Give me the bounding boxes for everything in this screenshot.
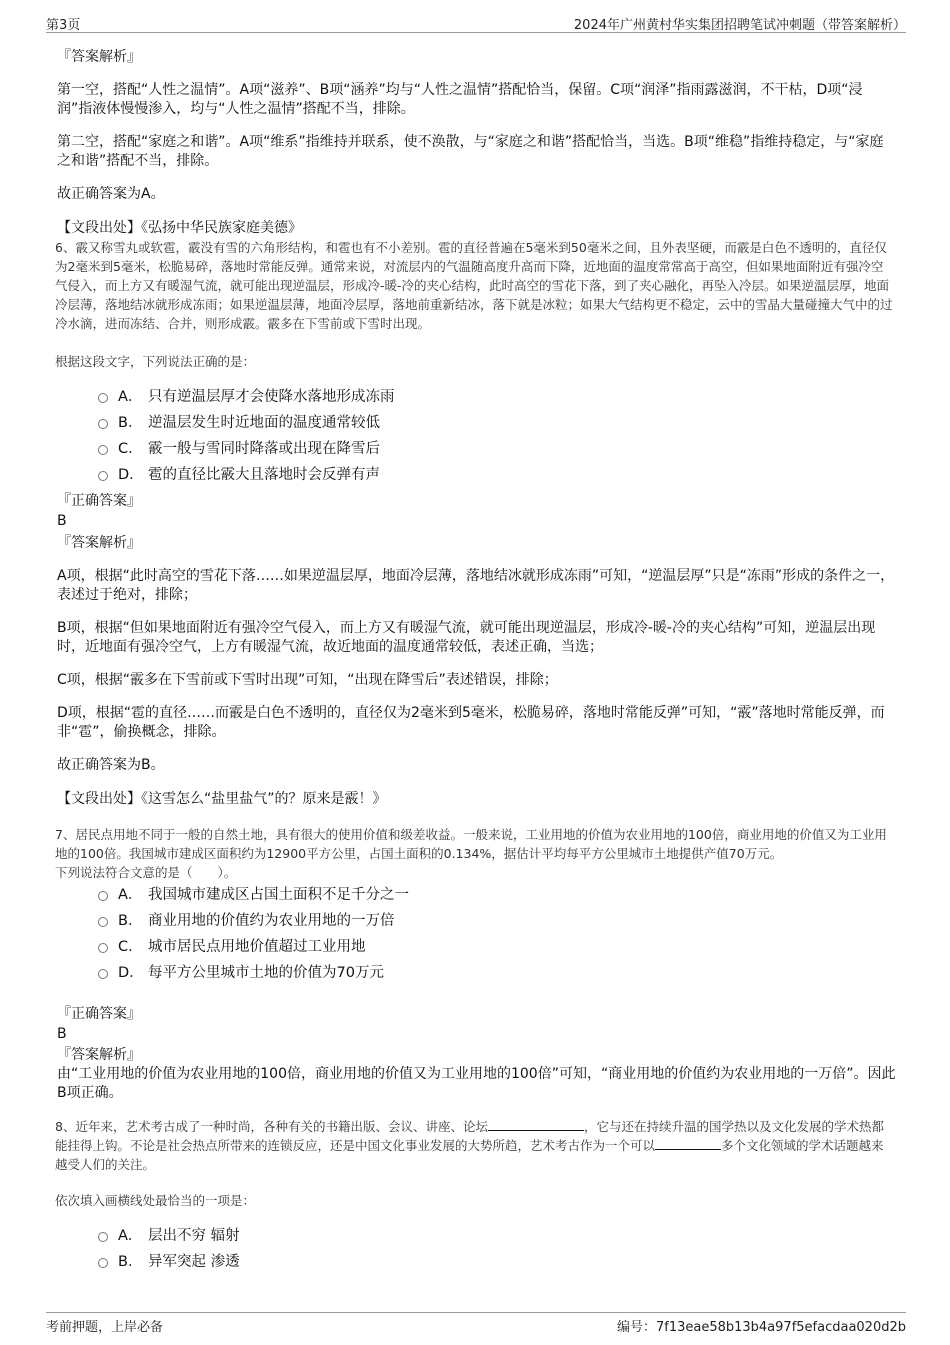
q7-answer: B	[57, 1026, 67, 1042]
option-key: D．	[118, 467, 144, 483]
option-text: 城市居民点用地价值超过工业用地	[148, 939, 366, 955]
radio-icon[interactable]	[98, 943, 108, 953]
q6-analysis-c: C项，根据“霰多在下雪前或下雪时出现”可知，“出现在降雪后”表述错误，排除；	[57, 672, 558, 688]
q5-source: 【文段出处】《弘扬中华民族家庭美德》	[57, 220, 302, 236]
q6-option-b[interactable]	[98, 413, 380, 433]
q6-answer-label: 『正确答案』	[57, 493, 141, 509]
q6-analysis-a: A项，根据“此时高空的雪花下落……如果逆温层厚，地面冷层薄，落地结冰就形成冻雨”可知，“逆温层厚”只是“冻雨”形成的条件之一，表述过于绝对，排除；	[57, 568, 895, 603]
page-header	[46, 12, 906, 33]
q6-analysis-b: B项，根据“但如果地面附近有强冷空气侵入，而上方又有暖湿气流，就可能出现逆温层，形成冷-暖-冷的夹心结构”可知，逆温层出现时，近地面有强冷空气，上方有暖湿气流，故近地面的温度通常较低，表述正确，当选；	[57, 620, 876, 655]
q8-stem-part2: ，它与还在持续升温的国学热以及文化发展的学术热都能挂得上钩。不论是社会热点所带来的连锁反应，还是中国文化事业发展的大势所趋，艺术考古作为一个可以	[55, 1119, 884, 1153]
q7-analysis-label: 『答案解析』	[57, 1047, 141, 1063]
option-key: A．	[118, 1228, 143, 1244]
option-key: A．	[118, 389, 143, 405]
q7-prompt: 下列说法符合文意的是（ ）。	[55, 865, 237, 880]
document-title: 2024年广州黄村华实集团招聘笔试冲刺题（带答案解析）	[573, 18, 906, 33]
option-key: C．	[118, 939, 143, 955]
option-key: B．	[118, 913, 143, 929]
q6-option-a[interactable]	[98, 387, 395, 407]
q6-source: 【文段出处】《这雪怎么“盐里盐气”的？原来是霰！》	[57, 791, 387, 807]
document-code: 编号：7f13eae58b13b4a97f5efacdaa020d2b	[616, 1320, 906, 1335]
option-text: 我国城市建成区占国土面积不足千分之一	[148, 887, 409, 903]
radio-icon[interactable]	[98, 917, 108, 927]
option-key: D．	[118, 965, 144, 981]
q7-option-d[interactable]	[98, 963, 384, 983]
radio-icon[interactable]	[98, 445, 108, 455]
option-key: C．	[118, 441, 143, 457]
option-key: B．	[118, 1254, 143, 1270]
q8-option-a[interactable]	[98, 1226, 240, 1246]
option-text: 异军突起 渗透	[148, 1254, 240, 1270]
radio-icon[interactable]	[98, 419, 108, 429]
q7-analysis: 由“工业用地的价值为农业用地的100倍，商业用地的价值又为工业用地的100倍”可知，“商业用地的价值约为农业用地的一万倍”。因此B项正确。	[57, 1066, 896, 1101]
q8-stem-part3: 多个文化领域的学术话题越来越受人们的关注。	[55, 1138, 884, 1172]
radio-icon[interactable]	[98, 393, 108, 403]
radio-icon[interactable]	[98, 471, 108, 481]
q6-answer: B	[57, 513, 67, 529]
q6-analysis-label: 『答案解析』	[57, 535, 141, 551]
q8-stem-part1: 8、近年来，艺术考古成了一种时尚，各种有关的书籍出版、会议、讲座、论坛	[55, 1119, 488, 1134]
q8-stem	[55, 1117, 895, 1174]
radio-icon[interactable]	[98, 891, 108, 901]
q6-conclusion: 故正确答案为B。	[57, 757, 165, 773]
q7-option-b[interactable]	[98, 911, 395, 931]
q8-blank-2	[655, 1137, 721, 1150]
q8-blank-1	[488, 1118, 584, 1131]
q6-option-c[interactable]	[98, 439, 380, 459]
q7-stem: 7、居民点用地不同于一般的自然土地，具有很大的使用价值和级差收益。一般来说，工业用地的价值为农业用地的100倍，商业用地的价值又为工业用地的100倍。我国城市建成区面积约为12900平方公里，占国土面积的0.134%，据估计平均每平方公里城市土地提供产值70万元。	[55, 827, 887, 861]
q6-stem: 6、霰又称雪丸或软雹，霰没有雪的六角形结构，和雹也有不小差别。雹的直径普遍在5毫米到50毫米之间，且外表坚硬，而霰是白色不透明的，直径仅为2毫米到5毫米，松脆易碎，落地时常能反弹。通常来说，对流层内的气温随高度升高而下降，近地面的温度常常高于高空，但如果地面附近有强冷空气侵入，而上方又有暖湿气流，就可能出现逆温层，形成冷-暖-冷的夹心结构，此时高空的雪花下落，到了夹心融化，再坠入冷层。如果逆温层厚，地面冷层薄，落地结冰就形成冻雨；如果逆温层薄，地面冷层厚，落地前重新结冰，落下就是冰粒；如果大气结构更不稳定，云中的雪晶大量碰撞大气中的过冷水滴，进而冻结、合并，则形成霰。霰多在下雪前或下雪时出现。	[55, 240, 893, 331]
radio-icon[interactable]	[98, 1258, 108, 1268]
q5-conclusion: 故正确答案为A。	[57, 186, 165, 202]
option-key: B．	[118, 415, 143, 431]
radio-icon[interactable]	[98, 969, 108, 979]
footer-slogan: 考前押题，上岸必备	[46, 1320, 164, 1335]
q6-prompt: 根据这段文字，下列说法正确的是：	[55, 354, 256, 369]
q5-analysis-label: 『答案解析』	[57, 49, 141, 65]
option-text: 每平方公里城市土地的价值为70万元	[148, 965, 384, 981]
option-text: 雹的直径比霰大且落地时会反弹有声	[148, 467, 380, 483]
option-text: 只有逆温层厚才会使降水落地形成冻雨	[148, 389, 395, 405]
q6-option-d[interactable]	[98, 465, 380, 485]
q7-option-c[interactable]	[98, 937, 366, 957]
page-number: 第3页	[46, 18, 81, 33]
q7-answer-label: 『正确答案』	[57, 1006, 141, 1022]
q8-option-b[interactable]	[98, 1252, 240, 1272]
option-text: 层出不穷 辐射	[148, 1228, 240, 1244]
radio-icon[interactable]	[98, 1232, 108, 1242]
q5-analysis-p2: 第二空，搭配“家庭之和谐”。A项“维系”指维持并联系，使不涣散，与“家庭之和谐”搭配恰当，当选。B项“维稳”指维持稳定，与“家庭之和谐”搭配不当，排除。	[57, 134, 884, 169]
option-text: 商业用地的价值约为农业用地的一万倍	[148, 913, 395, 929]
option-text: 逆温层发生时近地面的温度通常较低	[148, 415, 380, 431]
q8-prompt: 依次填入画横线处最恰当的一项是：	[55, 1193, 256, 1208]
q7-option-a[interactable]	[98, 885, 409, 905]
page-footer	[46, 1312, 906, 1337]
option-text: 霰一般与雪同时降落或出现在降雪后	[148, 441, 380, 457]
option-key: A．	[118, 887, 143, 903]
q6-analysis-d: D项，根据“雹的直径……而霰是白色不透明的，直径仅为2毫米到5毫米，松脆易碎，落地时常能反弹”可知，“霰”落地时常能反弹，而非“雹”，偷换概念，排除。	[57, 705, 885, 740]
q5-analysis-p1: 第一空，搭配“人性之温情”。A项“滋养”、B项“涵养”均与“人性之温情”搭配恰当，保留。C项“润泽”指雨露滋润，不干枯，D项“浸润”指液体慢慢渗入，均与“人性之温情”搭配不当，排除。	[57, 82, 863, 117]
